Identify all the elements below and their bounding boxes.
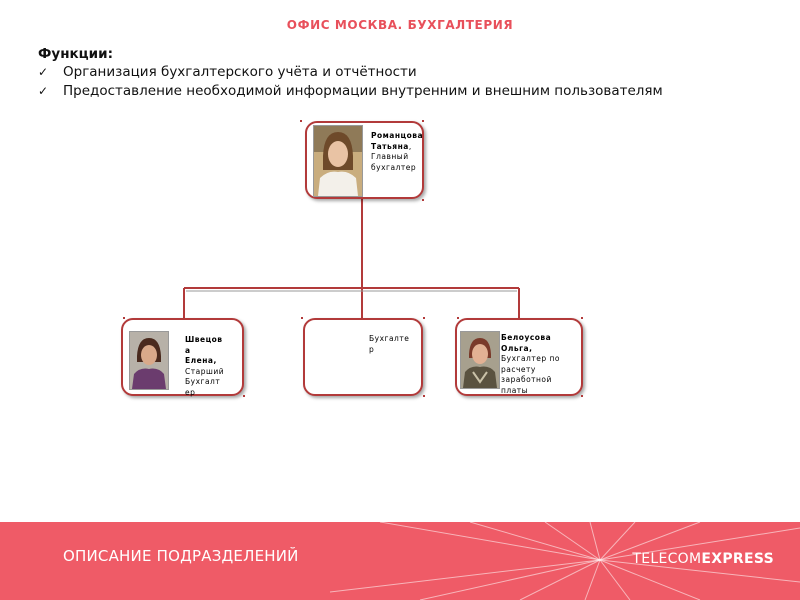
person-name: Татьяна — [371, 141, 409, 151]
person-role: Старший — [185, 366, 225, 376]
selection-handle — [301, 317, 303, 319]
person-name: Елена, — [185, 356, 217, 365]
senior-accountant-label — [185, 335, 243, 398]
function-item-text: Предоставление необходимой информации внутренним и внешним пользователям — [63, 83, 663, 99]
person-role: платы — [501, 385, 529, 395]
photo-chief-accountant — [313, 125, 363, 197]
function-item-text: Организация бухгалтерского учёта и отчётности — [63, 64, 417, 80]
portrait-woman-icon — [314, 126, 362, 196]
person-name: а — [185, 345, 191, 355]
person-role: заработной — [501, 375, 552, 384]
selection-handle — [423, 317, 425, 319]
person-name: Швецов — [185, 335, 223, 344]
org-box-payroll-accountant[interactable] — [455, 318, 583, 396]
selection-handle — [581, 395, 583, 397]
brand-logo — [632, 551, 774, 567]
selection-handle — [422, 199, 424, 201]
person-role: Бухгалте — [369, 334, 410, 343]
selection-handle — [423, 395, 425, 397]
person-role: р — [369, 344, 375, 354]
name-suffix: , — [408, 141, 412, 151]
chief-accountant-label — [371, 131, 427, 173]
slide-title: ОФИС МОСКВА. БУХГАЛТЕРИЯ — [286, 18, 514, 32]
functions-heading: Функции: — [38, 46, 114, 62]
footer-bar — [0, 522, 800, 600]
person-role: расчету — [501, 364, 536, 374]
checkmark-icon: ✓ — [38, 65, 49, 79]
selection-handle — [457, 317, 459, 319]
selection-handle — [243, 395, 245, 397]
person-role: Главный — [371, 152, 409, 161]
section-name: ОПИСАНИЕ ПОДРАЗДЕЛЕНИЙ — [63, 547, 299, 565]
brand-bold: EXPRESS — [701, 551, 774, 567]
portrait-woman-icon — [461, 332, 499, 388]
photo-payroll-accountant — [460, 331, 500, 389]
person-role: Бухгалт — [185, 377, 221, 386]
photo-senior-accountant — [129, 331, 169, 390]
org-box-chief-accountant[interactable] — [305, 121, 424, 199]
selection-handle — [422, 120, 424, 122]
checkmark-icon: ✓ — [38, 84, 49, 98]
portrait-woman-icon — [130, 332, 168, 389]
person-name: Романцова — [371, 131, 424, 140]
person-role: бухгалтер — [371, 162, 417, 172]
payroll-accountant-label — [501, 333, 583, 396]
person-role: ер — [185, 387, 196, 397]
accountant-label — [369, 334, 423, 355]
brand-light: TELECOM — [632, 551, 702, 567]
selection-handle — [123, 317, 125, 319]
person-name: Ольга, — [501, 343, 533, 353]
org-box-accountant-vacancy[interactable] — [303, 318, 423, 396]
org-box-senior-accountant[interactable] — [121, 318, 244, 396]
selection-handle — [300, 120, 302, 122]
selection-handle — [581, 317, 583, 319]
person-name: Белоусова — [501, 333, 552, 342]
person-role: Бухгалтер по — [501, 354, 560, 363]
